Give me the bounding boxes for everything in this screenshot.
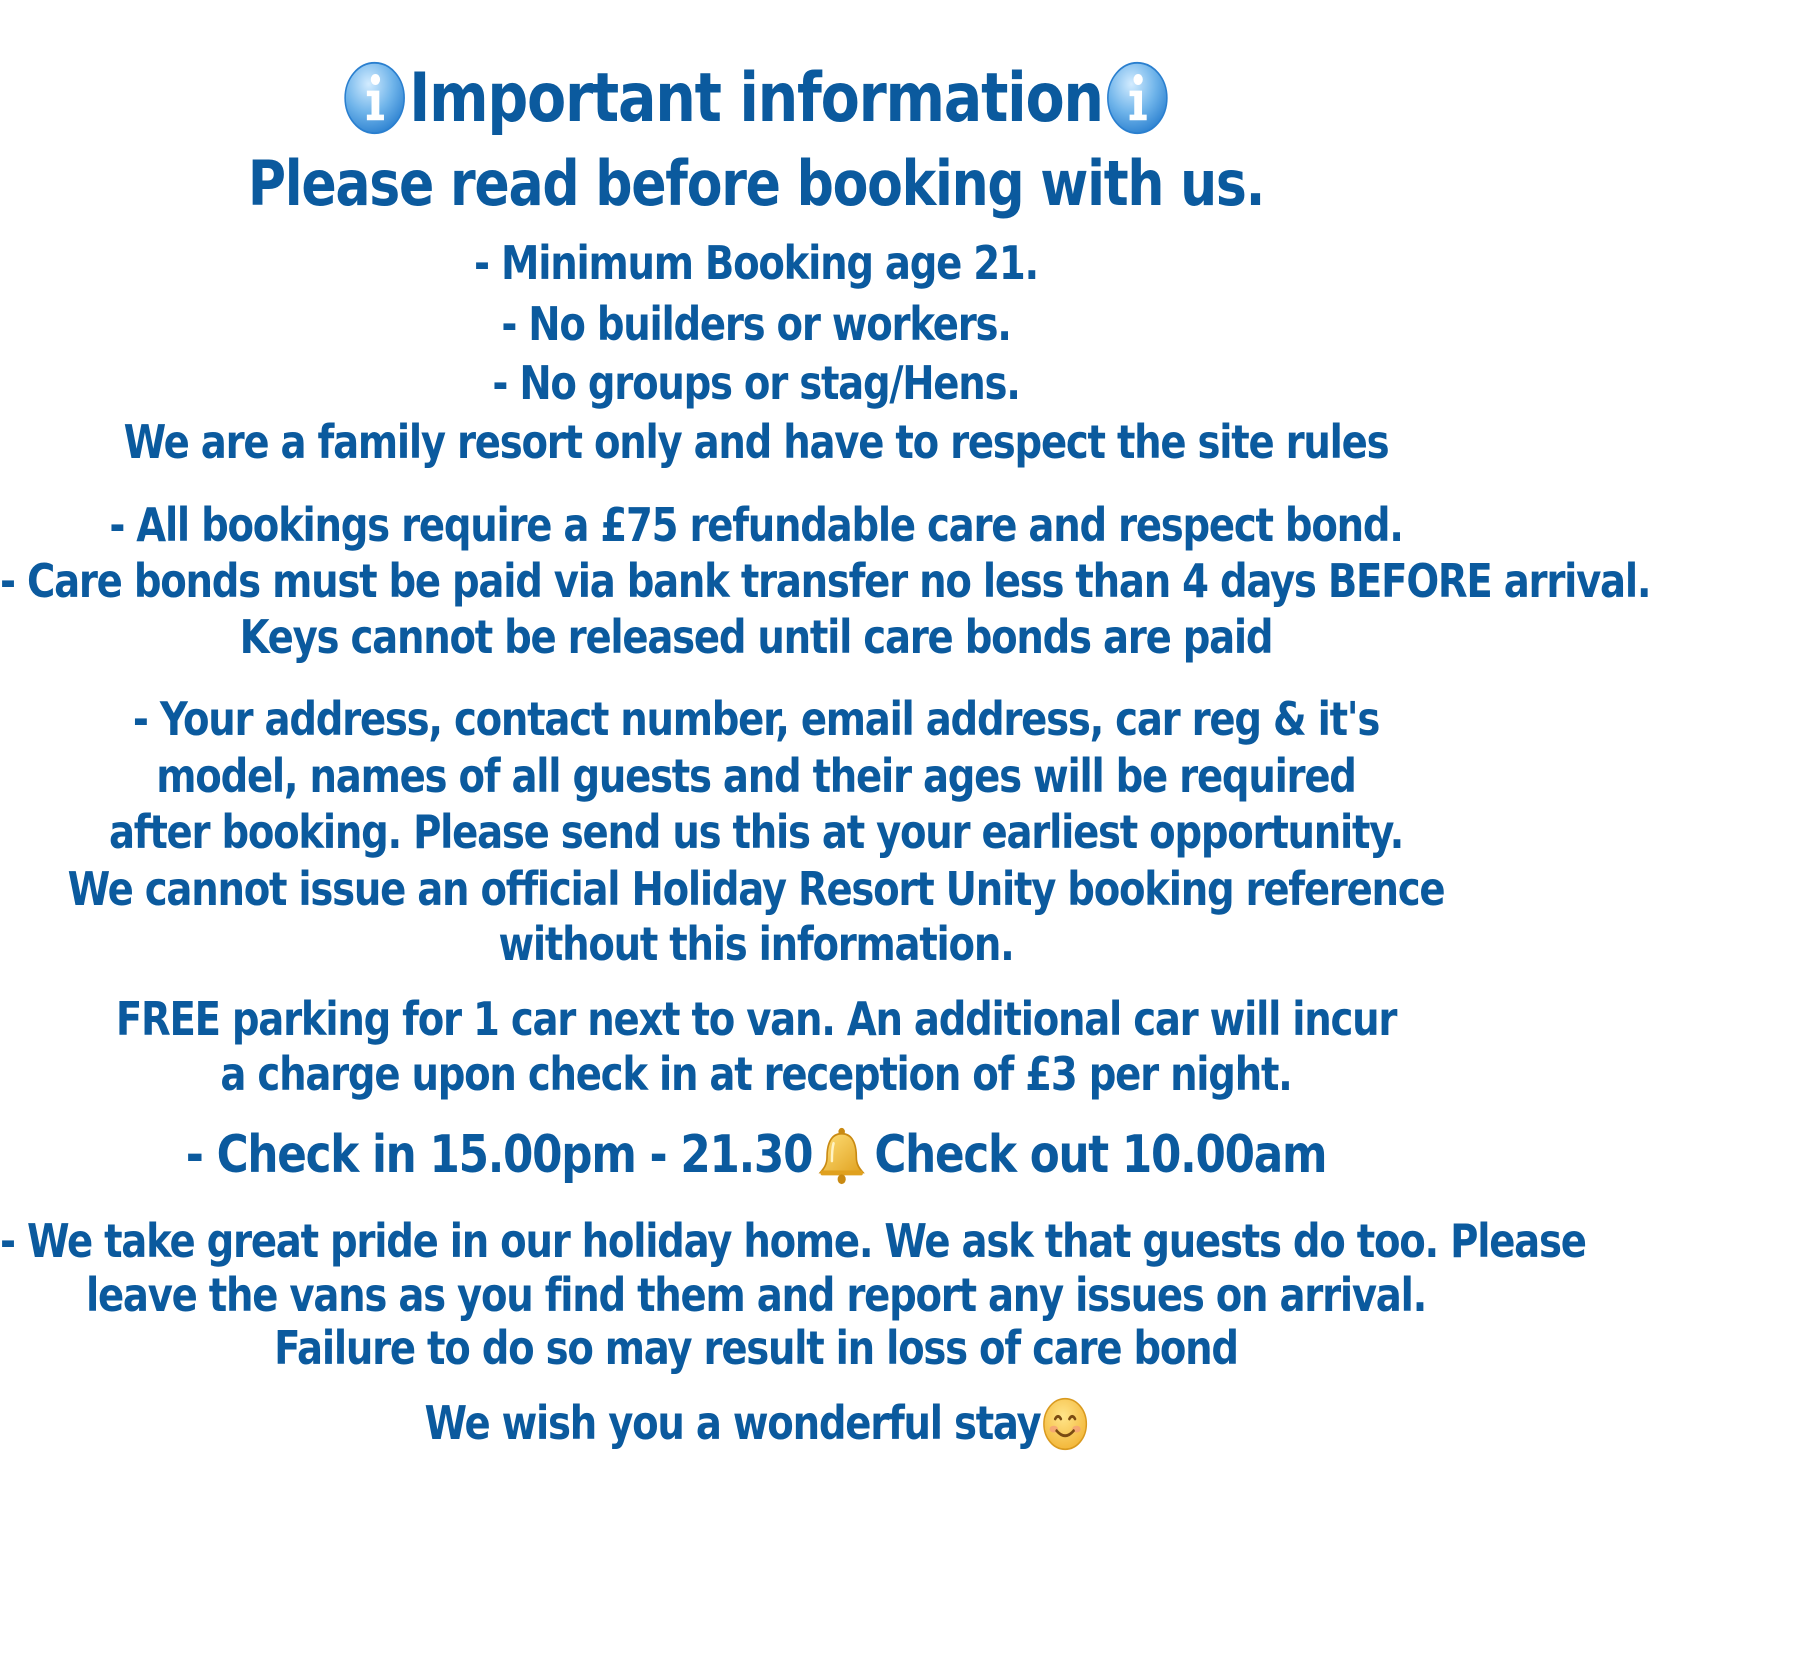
- checkin-times: [0, 1127, 1512, 1186]
- closing-row: [0, 1398, 1512, 1451]
- subtitle: Please read before booking with us.: [247, 147, 1265, 220]
- rule-no-groups: - No groups or stag/Hens.: [492, 356, 1020, 410]
- details-line-3: after booking. Please send us this at your earliest opportunity.: [108, 805, 1404, 859]
- bond-line-1: - All bookings require a £75 refundable care and respect bond.: [109, 498, 1403, 552]
- rule-no-builders: - No builders or workers.: [501, 297, 1011, 351]
- info-icon: [344, 61, 406, 135]
- care-line-1: - We take great pride in our holiday home. We ask that guests do too. Please: [0, 1214, 1586, 1268]
- bell-icon: [816, 1124, 868, 1186]
- details-line-4: We cannot issue an official Holiday Resort Unity booking reference: [67, 862, 1445, 916]
- title-row: [0, 59, 1512, 138]
- smiling-face-icon: [1042, 1397, 1087, 1451]
- details-line-2: model, names of all guests and their ages will be required: [156, 749, 1356, 803]
- bond-line-2: - Care bonds must be paid via bank transfer no less than 4 days BEFORE arrival.: [0, 554, 1651, 608]
- care-line-3: Failure to do so may result in loss of care bond: [274, 1321, 1238, 1375]
- rule-family-resort: We are a family resort only and have to respect the site rules: [123, 415, 1389, 469]
- rule-min-age: - Minimum Booking age 21.: [474, 236, 1038, 290]
- closing-text: We wish you a wonderful stay: [424, 1396, 1041, 1450]
- checkout-text: Check out 10.00am: [874, 1125, 1327, 1185]
- checkin-text: - Check in 15.00pm - 21.30: [185, 1125, 813, 1185]
- care-line-2: leave the vans as you find them and report any issues on arrival.: [85, 1268, 1427, 1322]
- bond-line-3: Keys cannot be released until care bonds are paid: [239, 610, 1273, 664]
- parking-line-1: FREE parking for 1 car next to van. An additional car will incur: [115, 992, 1397, 1046]
- parking-line-2: a charge upon check in at reception of £3 per night.: [220, 1047, 1292, 1101]
- info-icon: [1106, 61, 1168, 135]
- details-line-1: - Your address, contact number, email address, car reg & it's: [132, 692, 1380, 746]
- details-line-5: without this information.: [498, 917, 1014, 971]
- page-title: Important information: [409, 59, 1103, 138]
